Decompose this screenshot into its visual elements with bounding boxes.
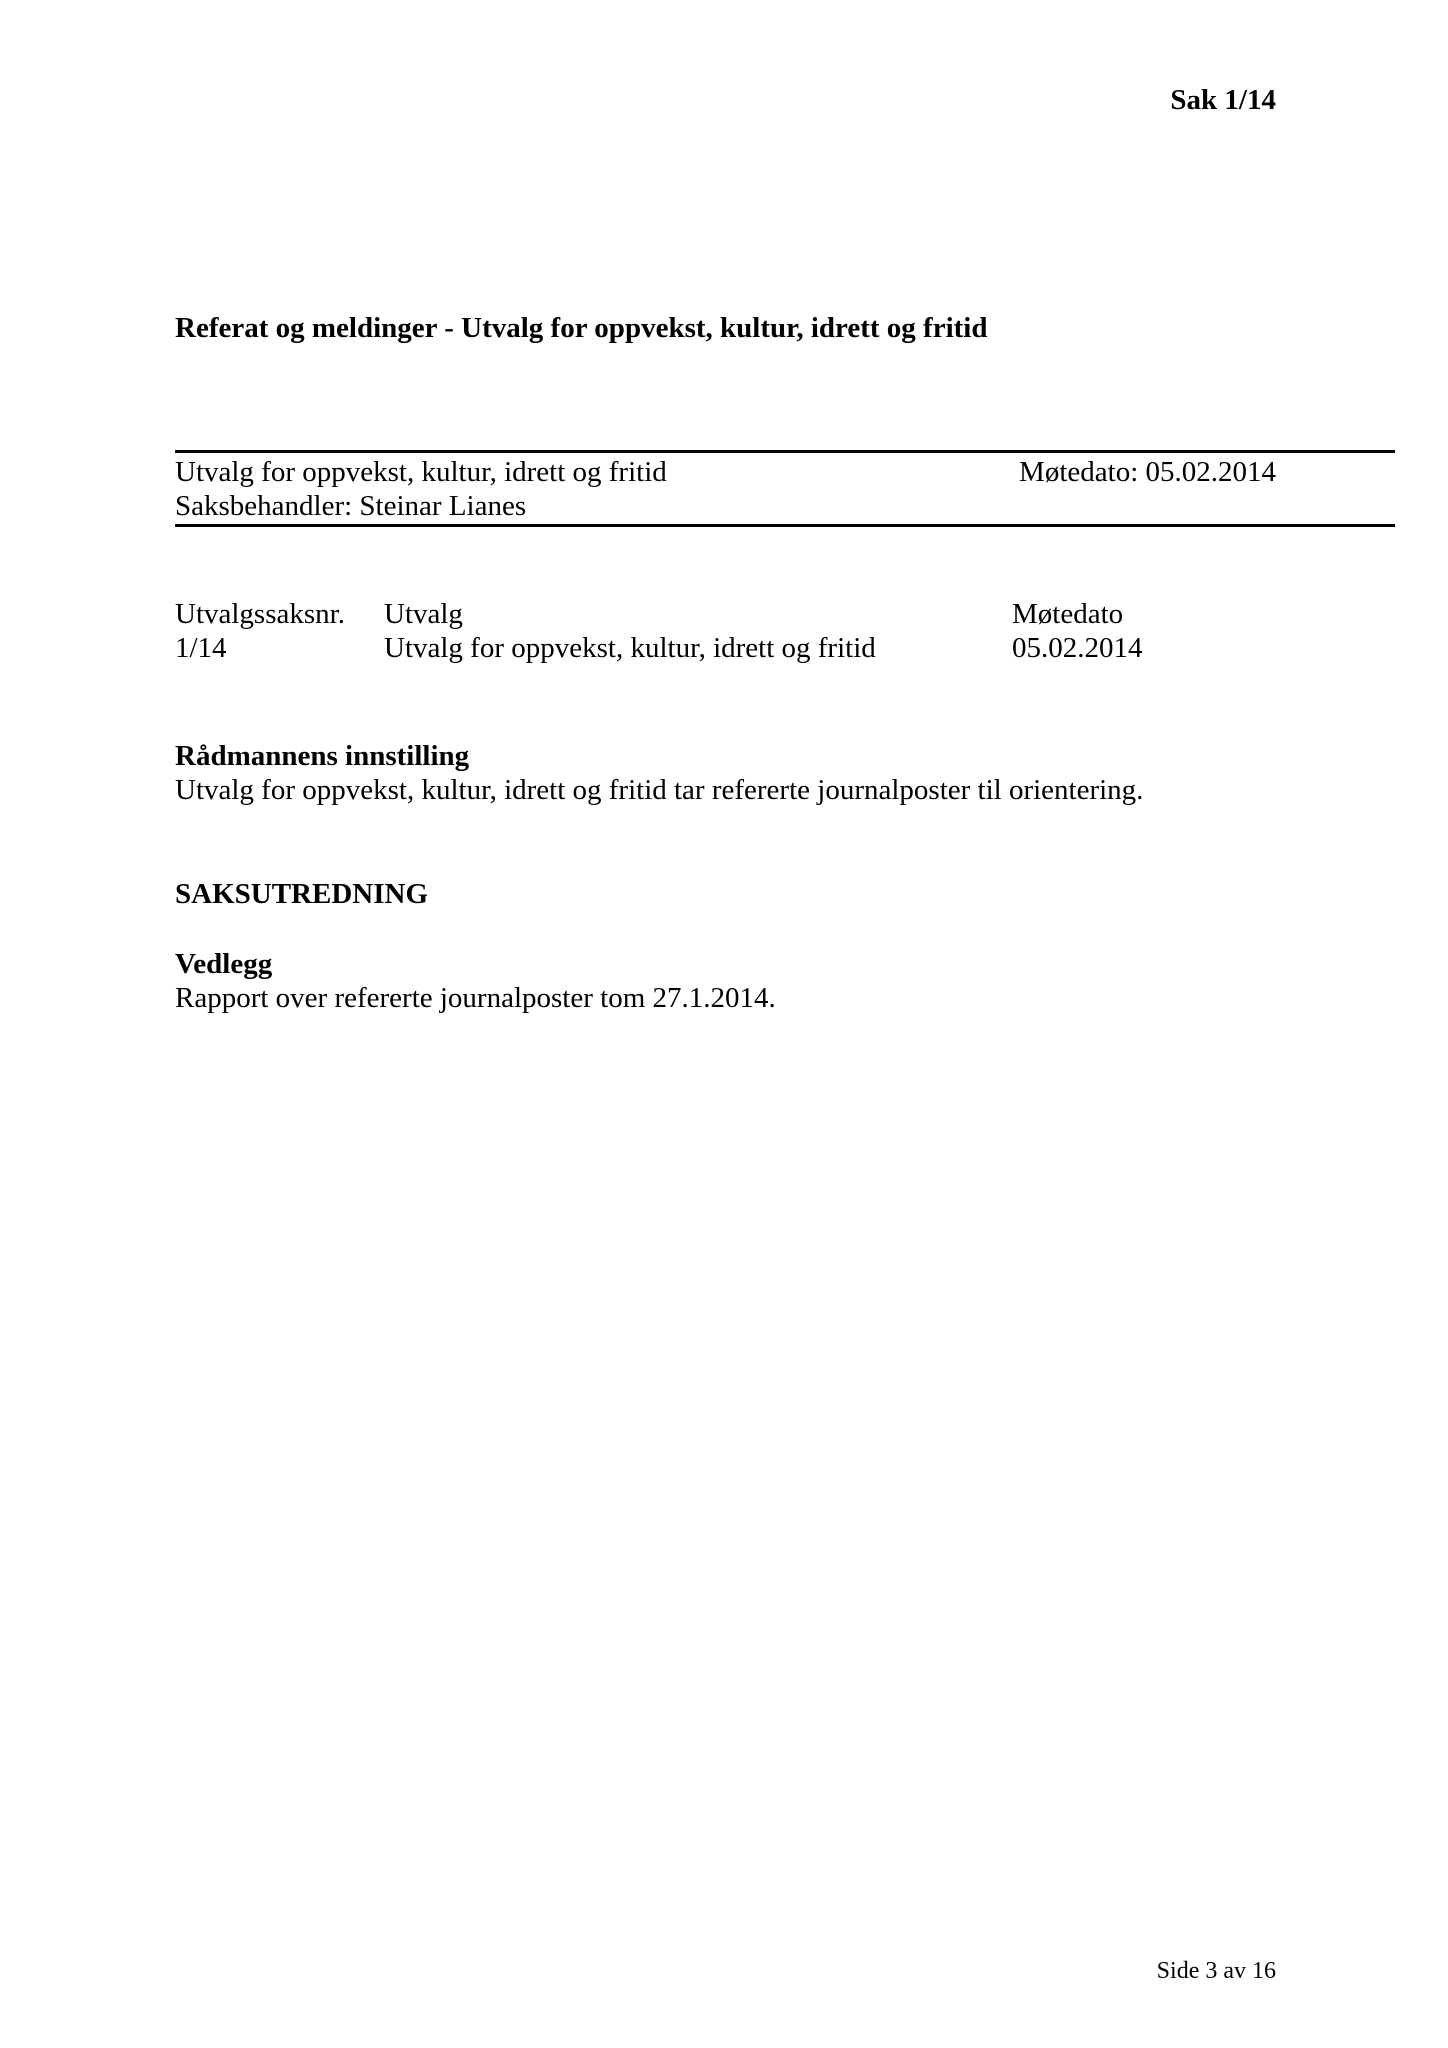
table-header-meeting-date: Møtedato [1012,598,1124,630]
case-reference: Sak 1/14 [1170,84,1276,116]
header-rule-bottom [175,524,1395,527]
meeting-date: Møtedato: 05.02.2014 [1019,456,1276,488]
table-cell-committee: Utvalg for oppvekst, kultur, idrett og fritid [384,632,876,664]
document-title: Referat og meldinger - Utvalg for oppvekst, kultur, idrett og fritid [175,312,988,344]
page-number: Side 3 av 16 [1156,1958,1276,1984]
recommendation-text: Utvalg for oppvekst, kultur, idrett og fritid tar refererte journalposter til orientering. [175,774,1144,806]
header-rule-top [175,450,1395,453]
attachments-heading: Vedlegg [175,948,273,980]
table-cell-meeting-date: 05.02.2014 [1012,632,1143,664]
attachments-text: Rapport over refererte journalposter tom 27.1.2014. [175,982,776,1014]
case-handler: Saksbehandler: Steinar Lianes [175,490,527,522]
investigation-heading: SAKSUTREDNING [175,878,428,910]
table-header-committee: Utvalg [384,598,463,630]
recommendation-heading: Rådmannens innstilling [175,740,470,772]
committee-name: Utvalg for oppvekst, kultur, idrett og fritid [175,456,667,488]
table-header-case-number: Utvalgssaksnr. [175,598,345,630]
table-cell-case-number: 1/14 [175,632,227,664]
